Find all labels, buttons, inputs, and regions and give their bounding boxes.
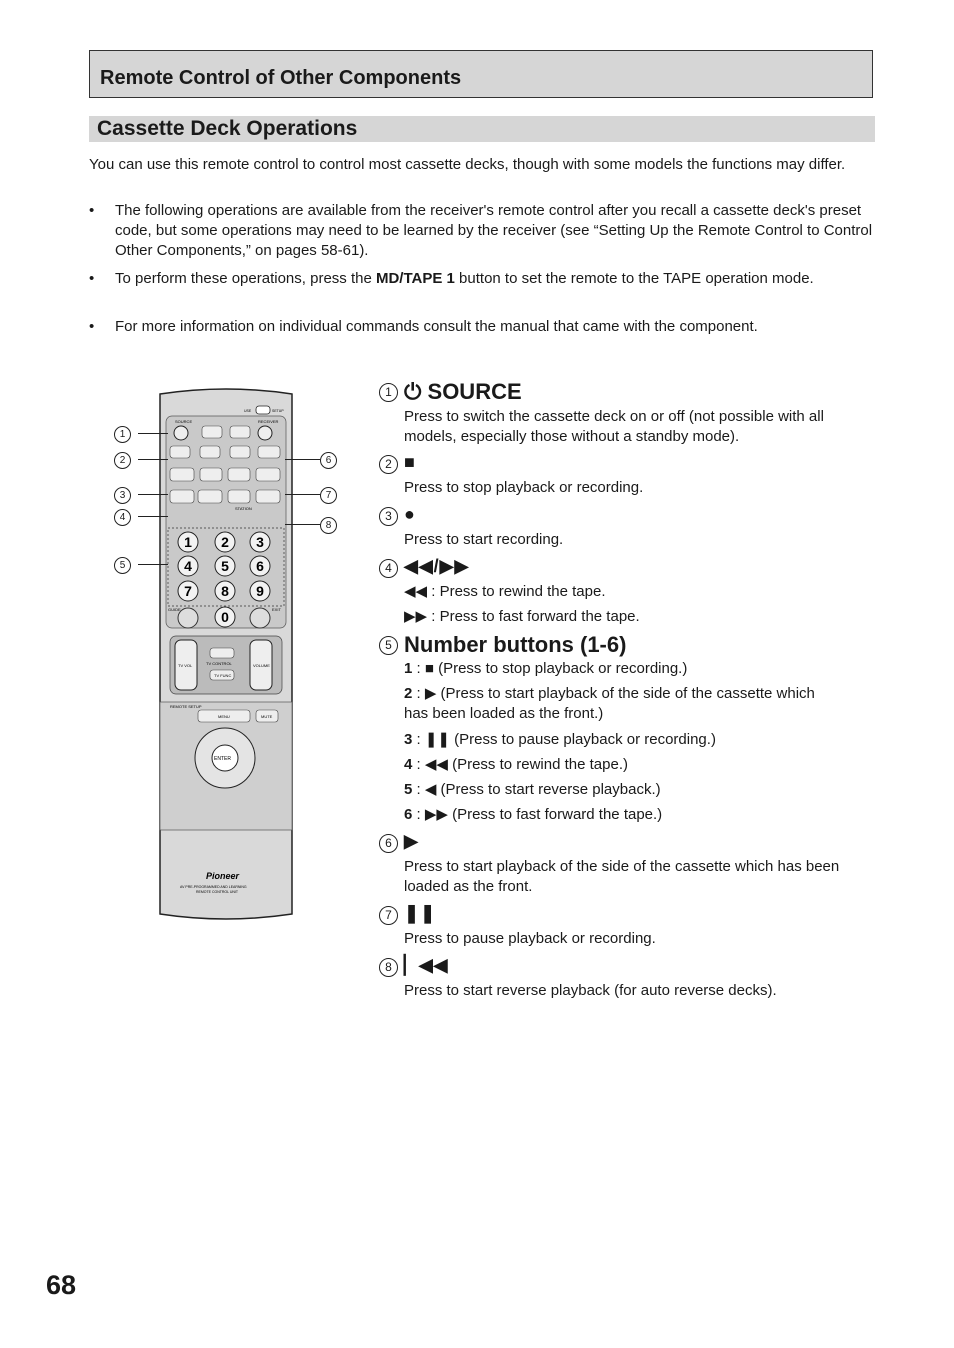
bullet-text — [115, 266, 875, 291]
line-key: 1 — [404, 660, 413, 677]
exit-label: EXIT — [272, 607, 281, 612]
receiver-label: RECEIVER — [258, 419, 279, 424]
item-description: Press to start recording. — [404, 531, 564, 548]
item-number: 2 — [379, 455, 398, 474]
remote-tagline-1: AV PRE-PROGRAMMED AND LEARNING — [180, 885, 247, 889]
line-text: has been loaded as the front.) — [404, 705, 604, 722]
menu-label: MENU — [218, 714, 230, 719]
digit-key-label: 3 — [256, 534, 264, 550]
callout-1: 1 — [114, 426, 131, 443]
item-heading: Number buttons (1-6) — [404, 632, 627, 657]
item-line — [404, 755, 874, 775]
item-heading: ❚❚ — [404, 903, 437, 923]
digit-key-label: 9 — [256, 583, 264, 599]
item-description: Press to start reverse playback (for auto reverse decks). — [404, 982, 777, 999]
source-label: SOURCE — [175, 419, 193, 424]
intro-paragraph: You can use this remote control to control most cassette decks, though with some models the functions may differ. — [89, 156, 846, 173]
tv-control-label: TV CONTROL — [206, 661, 232, 666]
item-line — [404, 659, 874, 679]
line-text: : ◀◀ (Press to rewind the tape.) — [412, 756, 628, 773]
bullet-text-strong: MD/TAPE 1 — [375, 270, 455, 287]
item-heading: ■ — [404, 452, 416, 472]
item-line — [404, 730, 874, 750]
item-line: ◀◀ : Press to rewind the tape. — [404, 583, 606, 600]
callout-leader — [138, 433, 168, 434]
tv-vol-label: TV VOL — [178, 663, 193, 668]
page-number: 68 — [46, 1270, 77, 1300]
line-text: : ▶ (Press to start playback of the side of the cassette which — [412, 685, 815, 702]
line-text: : ◀ (Press to start reverse playback.) — [412, 781, 661, 798]
callout-6: 6 — [320, 452, 337, 469]
bullet-text: The following operations are available from the receiver's remote control after you recall a cassette deck's preset code, but some operations may need to be learned by the receiver (see “Setting Up the Remote Control to Control Other Components,” on pages 58-61). — [115, 202, 873, 259]
digit-key-label: 8 — [221, 583, 229, 599]
item-number: 1 — [379, 383, 398, 402]
item-heading: ◀◀/▶▶ — [404, 556, 470, 576]
bullet-dot: • — [89, 318, 95, 335]
item-number: 5 — [379, 636, 398, 655]
item-heading: ▶ — [404, 831, 419, 851]
line-text: : ■ (Press to stop playback or recording.) — [412, 660, 688, 677]
item-description: Press to stop playback or recording. — [404, 479, 644, 496]
line-text: : ❚❚ (Press to pause playback or recording.) — [412, 731, 716, 748]
callout-leader — [138, 459, 168, 460]
line-key: 2 — [404, 685, 413, 702]
section-header — [89, 116, 875, 142]
item-line — [404, 684, 874, 704]
callout-4: 4 — [114, 509, 131, 526]
setup-label: SETUP — [272, 409, 284, 413]
digit-key-label: 6 — [256, 558, 264, 574]
item-description: Press to pause playback or recording. — [404, 930, 656, 947]
item-number: 3 — [379, 507, 398, 526]
callout-leader — [285, 524, 320, 525]
item-description: Press to switch the cassette deck on or off (not possible with all models, especially those without a standby mode). — [404, 408, 824, 445]
item-line: ▶▶ : Press to fast forward the tape. — [404, 608, 640, 625]
digit-key-label: 4 — [184, 558, 192, 574]
line-key: 6 — [404, 806, 413, 823]
tv-func-label: TV FUNC — [214, 673, 232, 678]
digit-key-label: 7 — [184, 583, 192, 599]
bullet-text: For more information on individual commands consult the manual that came with the component. — [115, 318, 758, 335]
callout-2: 2 — [114, 452, 131, 469]
line-text: : ▶▶ (Press to fast forward the tape.) — [412, 806, 663, 823]
callout-8: 8 — [320, 517, 337, 534]
line-key: 4 — [404, 756, 413, 773]
callout-leader — [285, 494, 320, 495]
remote-control-illustration — [150, 386, 302, 922]
item-description: Press to start playback of the side of the cassette which has been loaded as the front. — [404, 858, 840, 895]
chapter-title: Remote Control of Other Components — [100, 67, 462, 89]
item-number: 7 — [379, 906, 398, 925]
section-title: Cassette Deck Operations — [97, 117, 358, 140]
item-heading: ▏◀◀ — [404, 955, 449, 975]
volume-label: VOLUME — [253, 663, 270, 668]
item-number: 6 — [379, 834, 398, 853]
brand-logo: Pioneer — [206, 871, 240, 881]
bullet-dot: • — [89, 202, 95, 219]
remote-setup-label: REMOTE SETUP — [170, 704, 202, 709]
remote-tagline-2: REMOTE CONTROL UNIT — [196, 890, 239, 894]
bullet-dot: • — [89, 270, 95, 287]
callout-7: 7 — [320, 487, 337, 504]
guide-label: GUIDE — [168, 607, 181, 612]
item-line — [404, 704, 874, 724]
station-label: STATION — [235, 506, 252, 511]
digit-key-label: 0 — [221, 609, 229, 625]
digit-key-label: 5 — [221, 558, 229, 574]
item-number: 8 — [379, 958, 398, 977]
callout-3: 3 — [114, 487, 131, 504]
item-line — [404, 805, 874, 825]
item-heading: ● — [404, 504, 416, 524]
item-line — [404, 780, 874, 800]
callout-leader — [285, 459, 320, 460]
line-key: 3 — [404, 731, 413, 748]
digit-key-label: 1 — [184, 534, 192, 550]
callout-leader — [138, 494, 168, 495]
callout-leader — [138, 516, 168, 517]
callout-leader — [138, 564, 168, 565]
digit-key-label: 2 — [221, 534, 229, 550]
item-number: 4 — [379, 559, 398, 578]
item-heading: ⏻ SOURCE — [404, 379, 522, 404]
callout-5: 5 — [114, 557, 131, 574]
use-label: USE — [244, 409, 252, 413]
bullet-text-pre: To perform these operations, press the — [115, 270, 376, 287]
enter-label: ENTER — [214, 756, 231, 762]
bullet-text-post: button to set the remote to the TAPE operation mode. — [454, 270, 814, 287]
line-key: 5 — [404, 781, 413, 798]
mute-label: MUTE — [261, 714, 273, 719]
chapter-header — [89, 50, 873, 98]
